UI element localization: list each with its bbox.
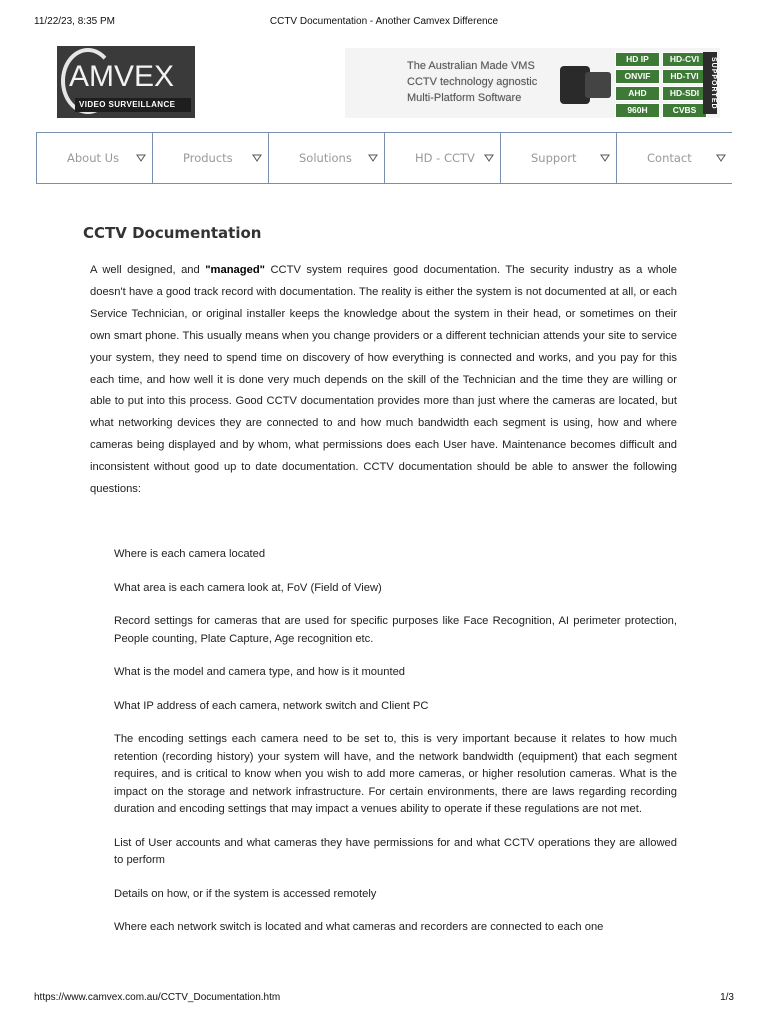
list-item: Where is each camera located bbox=[114, 548, 266, 560]
header-banner bbox=[345, 48, 720, 118]
nav-item-label: HD - CCTV bbox=[415, 151, 475, 165]
format-chip: HD-CVI bbox=[662, 52, 707, 67]
format-chip: ONVIF bbox=[615, 69, 660, 84]
print-url: https://www.camvex.com.au/CCTV_Documentation.htm bbox=[34, 992, 281, 1003]
print-datetime: 11/22/23, 8:35 PM bbox=[34, 16, 115, 27]
camvex-logo[interactable] bbox=[57, 46, 195, 118]
list-item: Record settings for cameras that are used for specific purposes like Face Recognition, AI perimeter protection, People counting, Plate Capture, Age recognition etc. bbox=[114, 615, 677, 645]
intro-paragraph bbox=[90, 260, 677, 501]
nav-item-solutions[interactable] bbox=[269, 133, 385, 183]
print-header bbox=[34, 16, 734, 30]
page-number: 1/3 bbox=[720, 992, 734, 1003]
list-item: Details on how, or if the system is accessed remotely bbox=[114, 887, 377, 900]
questions-list bbox=[114, 546, 677, 953]
nav-item-support[interactable] bbox=[501, 133, 617, 183]
nav-item-products[interactable] bbox=[153, 133, 269, 183]
intro-text-rest: CCTV system requires good documentation. The security industry as a whole doesn't have a good track record with documentation. The reality is either the system is not documented at all, or each Service Technician, or original installer keeps the knowledge about the system in their head, or sometimes on their own smart phone. This usually means when you change providers or a different technician attends your site to service your system, they need to spend time on discovery of how everything is connected and works, and you pay for this each time, and how well it is done very much depends on the skill of the Technician and the time they are willing or able to put into this process. Good CCTV documentation provides more than just where the cameras are located, but what networking devices they are connected to and how much bandwidth each segment is using, how and where cameras being displayed and by whom, what permissions does each User have. Maintenance becomes difficult and inconsistent without good up to date documentation. CCTV documentation should be able to answer the following questions: bbox=[90, 264, 678, 496]
page-title: CCTV Documentation bbox=[83, 224, 262, 242]
list-item: Where each network switch is located and what cameras and recorders are connected to each one bbox=[114, 921, 604, 933]
camera-lens-icon bbox=[585, 72, 611, 98]
format-chip: HD-SDI bbox=[662, 86, 707, 101]
nav-item-label: Solutions bbox=[299, 151, 352, 165]
logo-word: AMVEX bbox=[69, 60, 175, 93]
nav-item-contact[interactable] bbox=[617, 133, 732, 183]
chevron-down-icon bbox=[368, 153, 378, 163]
intro-managed-emphasis: "managed" bbox=[205, 264, 265, 276]
list-item: List of User accounts and what cameras they have permissions for and what CCTV operations they are allowed to perform bbox=[114, 836, 677, 866]
banner-line-1: The Australian Made VMS bbox=[407, 60, 535, 72]
supported-label: SUPPORTED bbox=[703, 52, 717, 114]
chevron-down-icon bbox=[484, 153, 494, 163]
chevron-down-icon bbox=[252, 153, 262, 163]
intro-text-start: A well designed, and bbox=[90, 264, 206, 276]
nav-item-label: Contact bbox=[647, 151, 692, 165]
list-item: What is the model and camera type, and how is it mounted bbox=[114, 666, 406, 678]
chevron-down-icon bbox=[136, 153, 146, 163]
banner-line-2: CCTV technology agnostic bbox=[407, 76, 538, 88]
format-chip-grid bbox=[615, 52, 707, 118]
list-item: What area is each camera look at, FoV (Field of View) bbox=[114, 581, 382, 594]
main-nav bbox=[36, 132, 732, 184]
format-chip: AHD bbox=[615, 86, 660, 101]
chevron-down-icon bbox=[600, 153, 610, 163]
list-item: The encoding settings each camera need to be set to, this is very important because it relates to how much retention (recording history) your system will have, and the network bandwidth (equipment) that each segment requires, and is critical to know when you wish to add more cameras, or higher resolution cameras. What is the impact on the storage and network infrastructure. For certain environments, there are laws regarding recording duration and encoding settings that may impact a venues ability to operate if these regulations are not met. bbox=[114, 733, 677, 815]
nav-item-hd-cctv[interactable] bbox=[385, 133, 501, 183]
format-chip: 960H bbox=[615, 103, 660, 118]
logo-tagline: VIDEO SURVEILLANCE bbox=[79, 100, 176, 109]
chevron-down-icon bbox=[716, 153, 726, 163]
banner-line-3: Multi-Platform Software bbox=[407, 92, 522, 104]
nav-item-about-us[interactable] bbox=[36, 133, 153, 183]
nav-item-label: About Us bbox=[67, 151, 120, 165]
print-footer bbox=[34, 992, 734, 1006]
format-chip: CVBS bbox=[662, 103, 707, 118]
format-chip: HD IP bbox=[615, 52, 660, 67]
format-chip: HD-TVI bbox=[662, 69, 707, 84]
nav-item-label: Support bbox=[531, 151, 577, 165]
print-page-title: CCTV Documentation - Another Camvex Difference bbox=[269, 16, 499, 27]
list-item: What IP address of each camera, network switch and Client PC bbox=[114, 699, 429, 712]
nav-item-label: Products bbox=[183, 151, 233, 165]
